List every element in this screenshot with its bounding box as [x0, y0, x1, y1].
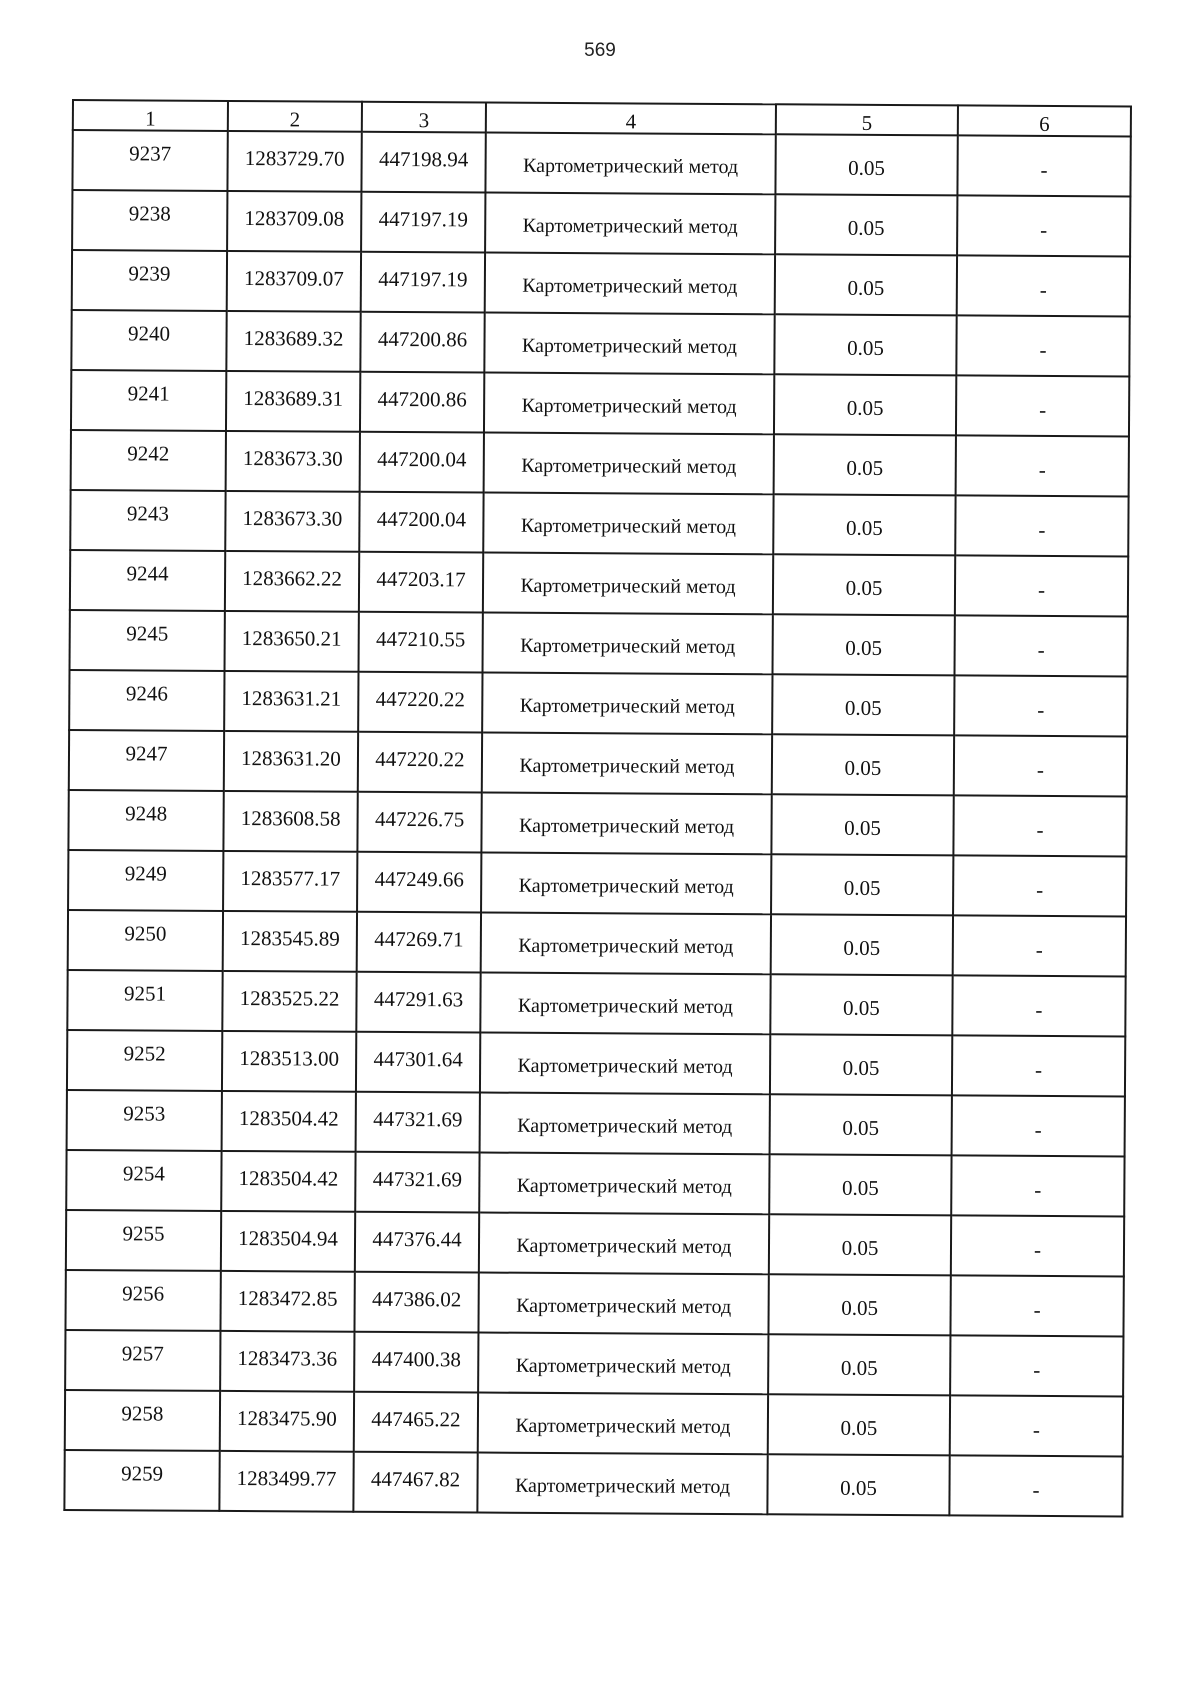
point-number-cell: 9249	[68, 850, 223, 911]
x-coordinate-cell: 1283577.17	[223, 851, 357, 912]
point-number-cell: 9255	[66, 1210, 221, 1271]
table-row	[68, 850, 1126, 916]
method-cell: Картометрический метод	[483, 553, 773, 615]
point-number-cell: 9246	[69, 670, 224, 731]
x-coordinate-cell: 1283513.00	[222, 1031, 356, 1092]
x-coordinate-cell: 1283689.31	[226, 371, 360, 432]
y-coordinate-cell: 447269.71	[357, 912, 481, 973]
table-row	[70, 490, 1128, 556]
note-cell: -	[950, 1395, 1123, 1456]
table-row	[69, 670, 1127, 736]
note-cell: -	[955, 555, 1128, 616]
y-coordinate-cell: 447200.04	[359, 492, 483, 553]
point-number-cell: 9259	[64, 1450, 219, 1511]
y-coordinate-cell: 447301.64	[356, 1032, 480, 1093]
x-coordinate-cell: 1283631.20	[224, 731, 358, 792]
table-row	[70, 550, 1128, 616]
note-cell: -	[953, 915, 1126, 976]
table-row	[66, 1150, 1124, 1216]
note-cell: -	[951, 1155, 1124, 1216]
y-coordinate-cell: 447400.38	[354, 1332, 478, 1393]
y-coordinate-cell: 447197.19	[361, 192, 485, 253]
note-cell: -	[953, 795, 1126, 856]
point-number-cell: 9258	[65, 1390, 220, 1451]
accuracy-cell: 0.05	[774, 374, 956, 435]
method-cell: Картометрический метод	[482, 673, 772, 735]
point-number-cell: 9252	[67, 1030, 222, 1091]
method-cell: Картометрический метод	[478, 1273, 768, 1335]
point-number-cell: 9237	[72, 130, 227, 191]
x-coordinate-cell: 1283525.22	[222, 971, 356, 1032]
table-row	[68, 790, 1126, 856]
method-cell: Картометрический метод	[481, 853, 771, 915]
table-row	[71, 370, 1129, 436]
point-number-cell: 9253	[67, 1090, 222, 1151]
point-number-cell: 9243	[70, 490, 225, 551]
method-cell: Картометрический метод	[483, 613, 773, 675]
y-coordinate-cell: 447200.86	[360, 312, 484, 373]
x-coordinate-cell: 1283662.22	[225, 551, 359, 612]
point-number-cell: 9238	[72, 190, 227, 251]
point-number-cell: 9248	[68, 790, 223, 851]
table-row	[71, 430, 1129, 496]
accuracy-cell: 0.05	[772, 614, 954, 675]
table-row	[67, 970, 1125, 1036]
accuracy-cell: 0.05	[770, 974, 952, 1035]
y-coordinate-cell: 447198.94	[361, 132, 485, 193]
accuracy-cell: 0.05	[774, 314, 956, 375]
table-row	[65, 1390, 1123, 1456]
x-coordinate-cell: 1283673.30	[226, 431, 360, 492]
table-row	[64, 1450, 1122, 1516]
point-number-cell: 9257	[65, 1330, 220, 1391]
x-coordinate-cell: 1283472.85	[220, 1271, 354, 1332]
accuracy-cell: 0.05	[775, 134, 957, 195]
method-cell: Картометрический метод	[478, 1333, 768, 1395]
note-cell: -	[951, 1215, 1124, 1276]
page-number: 569	[584, 40, 616, 61]
method-cell: Картометрический метод	[485, 253, 775, 315]
note-cell: -	[950, 1275, 1123, 1336]
note-cell: -	[954, 615, 1127, 676]
method-cell: Картометрический метод	[478, 1393, 768, 1455]
note-cell: -	[956, 435, 1129, 496]
table-row	[65, 1270, 1123, 1336]
table-row	[65, 1330, 1123, 1396]
accuracy-cell: 0.05	[767, 1454, 949, 1515]
y-coordinate-cell: 447465.22	[354, 1392, 478, 1453]
method-cell: Картометрический метод	[479, 1213, 769, 1275]
note-cell: -	[955, 495, 1128, 556]
accuracy-cell: 0.05	[768, 1394, 950, 1455]
note-cell: -	[956, 375, 1129, 436]
column-header-4: 4	[486, 103, 776, 135]
method-cell: Картометрический метод	[479, 1153, 769, 1215]
y-coordinate-cell: 447249.66	[357, 852, 481, 913]
x-coordinate-cell: 1283499.77	[219, 1451, 353, 1512]
table-row	[67, 1030, 1125, 1096]
table-row	[72, 190, 1130, 256]
y-coordinate-cell: 447321.69	[356, 1092, 480, 1153]
point-number-cell: 9251	[67, 970, 222, 1031]
x-coordinate-cell: 1283545.89	[223, 911, 357, 972]
x-coordinate-cell: 1283504.42	[221, 1151, 355, 1212]
method-cell: Картометрический метод	[480, 1093, 770, 1155]
method-cell: Картометрический метод	[480, 1033, 770, 1095]
y-coordinate-cell: 447220.22	[358, 732, 482, 793]
method-cell: Картометрический метод	[484, 433, 774, 495]
note-cell: -	[949, 1455, 1122, 1516]
table-row	[72, 130, 1130, 196]
x-coordinate-cell: 1283608.58	[223, 791, 357, 852]
x-coordinate-cell: 1283475.90	[220, 1391, 354, 1452]
note-cell: -	[953, 855, 1126, 916]
note-cell: -	[957, 195, 1130, 256]
coordinates-table	[63, 99, 1132, 1517]
method-cell: Картометрический метод	[485, 193, 775, 255]
column-header-2: 2	[228, 101, 362, 132]
method-cell: Картометрический метод	[477, 1453, 767, 1515]
accuracy-cell: 0.05	[775, 194, 957, 255]
note-cell: -	[952, 1035, 1125, 1096]
y-coordinate-cell: 447386.02	[354, 1272, 478, 1333]
x-coordinate-cell: 1283673.30	[225, 491, 359, 552]
y-coordinate-cell: 447291.63	[356, 972, 480, 1033]
table-body	[64, 130, 1130, 1516]
accuracy-cell: 0.05	[770, 1034, 952, 1095]
y-coordinate-cell: 447226.75	[357, 792, 481, 853]
accuracy-cell: 0.05	[768, 1274, 950, 1335]
point-number-cell: 9256	[65, 1270, 220, 1331]
table-row	[69, 730, 1127, 796]
x-coordinate-cell: 1283473.36	[220, 1331, 354, 1392]
point-number-cell: 9254	[66, 1150, 221, 1211]
point-number-cell: 9239	[72, 250, 227, 311]
table-row	[72, 250, 1130, 316]
x-coordinate-cell: 1283504.42	[222, 1091, 356, 1152]
y-coordinate-cell: 447376.44	[355, 1212, 479, 1273]
table-row	[70, 610, 1128, 676]
method-cell: Картометрический метод	[485, 133, 775, 195]
x-coordinate-cell: 1283709.07	[227, 251, 361, 312]
y-coordinate-cell: 447467.82	[353, 1452, 477, 1513]
note-cell: -	[957, 135, 1130, 196]
note-cell: -	[952, 975, 1125, 1036]
method-cell: Картометрический метод	[483, 493, 773, 555]
point-number-cell: 9250	[68, 910, 223, 971]
accuracy-cell: 0.05	[775, 254, 957, 315]
note-cell: -	[950, 1335, 1123, 1396]
x-coordinate-cell: 1283631.21	[224, 671, 358, 732]
note-cell: -	[952, 1095, 1125, 1156]
x-coordinate-cell: 1283729.70	[227, 131, 361, 192]
x-coordinate-cell: 1283709.08	[227, 191, 361, 252]
accuracy-cell: 0.05	[771, 854, 953, 915]
accuracy-cell: 0.05	[771, 914, 953, 975]
accuracy-cell: 0.05	[768, 1334, 950, 1395]
point-number-cell: 9245	[70, 610, 225, 671]
table-row	[67, 1090, 1125, 1156]
accuracy-cell: 0.05	[770, 1094, 952, 1155]
y-coordinate-cell: 447220.22	[358, 672, 482, 733]
point-number-cell: 9244	[70, 550, 225, 611]
note-cell: -	[956, 315, 1129, 376]
y-coordinate-cell: 447203.17	[359, 552, 483, 613]
point-number-cell: 9242	[71, 430, 226, 491]
x-coordinate-cell: 1283689.32	[226, 311, 360, 372]
y-coordinate-cell: 447210.55	[359, 612, 483, 673]
y-coordinate-cell: 447200.86	[360, 372, 484, 433]
accuracy-cell: 0.05	[771, 794, 953, 855]
method-cell: Картометрический метод	[484, 313, 774, 375]
table-row	[66, 1210, 1124, 1276]
accuracy-cell: 0.05	[769, 1214, 951, 1275]
y-coordinate-cell: 447321.69	[355, 1152, 479, 1213]
x-coordinate-cell: 1283504.94	[221, 1211, 355, 1272]
point-number-cell: 9240	[71, 310, 226, 371]
accuracy-cell: 0.05	[774, 434, 956, 495]
accuracy-cell: 0.05	[769, 1154, 951, 1215]
accuracy-cell: 0.05	[773, 494, 955, 555]
x-coordinate-cell: 1283650.21	[225, 611, 359, 672]
method-cell: Картометрический метод	[481, 793, 771, 855]
column-header-3: 3	[362, 102, 486, 133]
accuracy-cell: 0.05	[772, 674, 954, 735]
y-coordinate-cell: 447197.19	[361, 252, 485, 313]
note-cell: -	[954, 675, 1127, 736]
table-row	[68, 910, 1126, 976]
point-number-cell: 9247	[69, 730, 224, 791]
method-cell: Картометрический метод	[481, 913, 771, 975]
accuracy-cell: 0.05	[773, 554, 955, 615]
method-cell: Картометрический метод	[480, 973, 770, 1035]
note-cell: -	[957, 255, 1130, 316]
method-cell: Картометрический метод	[482, 733, 772, 795]
column-header-1: 1	[73, 100, 228, 131]
accuracy-cell: 0.05	[772, 734, 954, 795]
y-coordinate-cell: 447200.04	[360, 432, 484, 493]
note-cell: -	[954, 735, 1127, 796]
column-header-6: 6	[958, 105, 1131, 136]
method-cell: Картометрический метод	[484, 373, 774, 435]
point-number-cell: 9241	[71, 370, 226, 431]
column-header-5: 5	[776, 104, 958, 135]
table-row	[71, 310, 1129, 376]
